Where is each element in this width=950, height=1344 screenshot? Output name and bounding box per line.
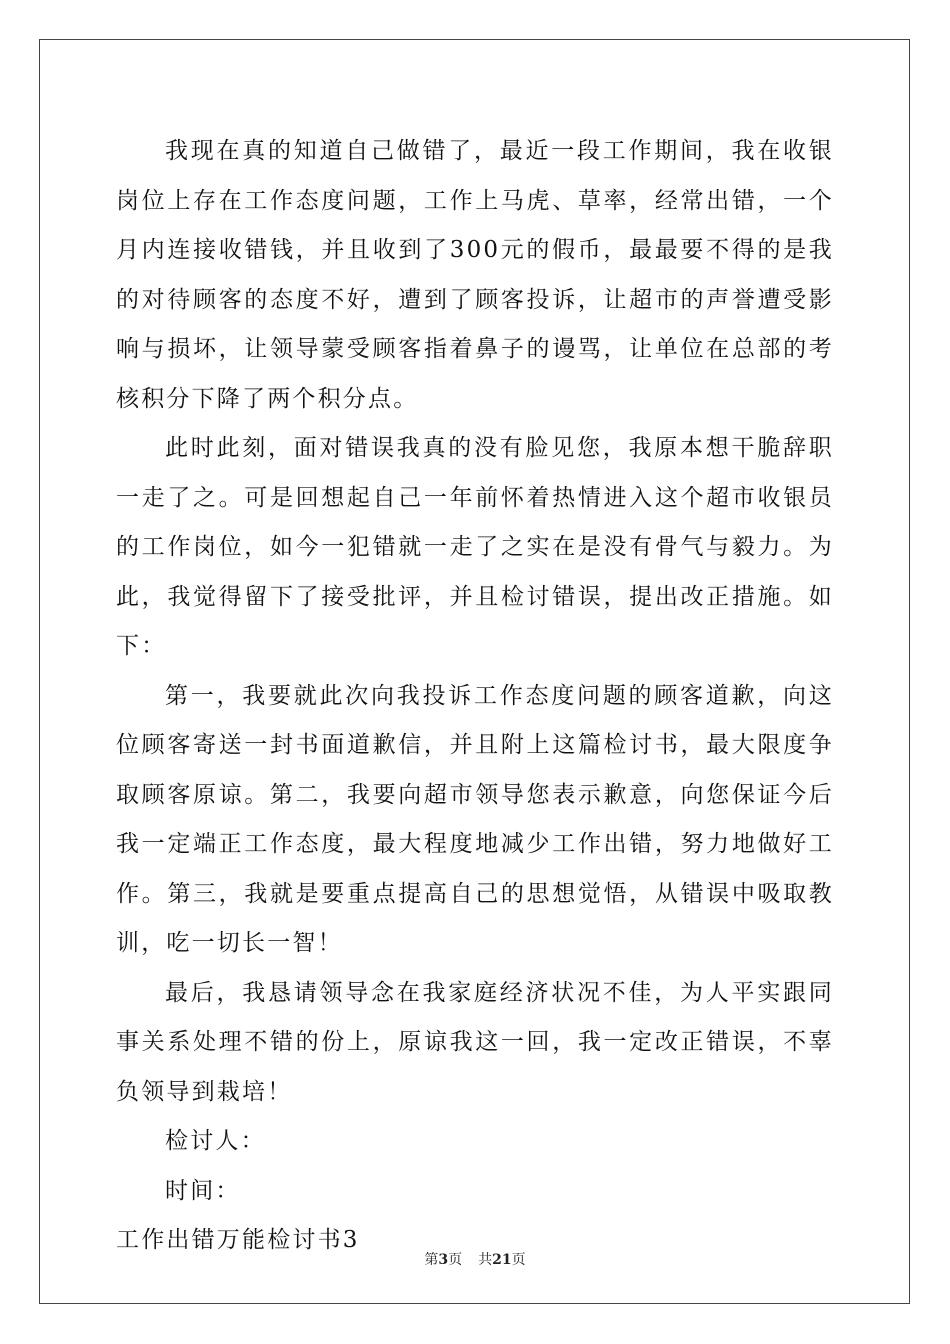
page-footer <box>0 1249 950 1269</box>
footer-total-pages: 21 <box>492 1252 512 1268</box>
footer-page-suffix: 页 <box>448 1252 463 1268</box>
footer-page-prefix: 第 <box>424 1252 439 1268</box>
paragraph-3: 第一，我要就此次向我投诉工作态度问题的顾客道歉，向这位顾客寄送一封书面道歉信，并且附上这篇检讨书，最大限度争取顾客原谅。第二，我要向超市领导您表示歉意，向您保证今后我一定端正工作态度，最大程度地减少工作出错，努力地做好工作。第三，我就是要重点提高自己的思想觉悟，从错误中吸取教训，吃一切长一智！ <box>116 682 834 956</box>
paragraph-2: 此时此刻，面对错误我真的没有脸见您，我原本想干脆辞职一走了之。可是回想起自己一年前怀着热情进入这个超市收银员的工作岗位，如今一犯错就一走了之实在是没有骨气与毅力。为此，我觉得留下了接受批评，并且检讨错误，提出改正措施。如下： <box>116 435 834 659</box>
signature-label: 检讨人： <box>165 1128 266 1154</box>
footer-page-number: 3 <box>438 1252 449 1268</box>
time-label: 时间： <box>165 1177 241 1204</box>
footer-total-suffix: 页 <box>511 1252 526 1268</box>
paragraph-4: 最后，我恳请领导念在我家庭经济状况不佳，为人平实跟同事关系处理不错的份上，原谅我这一回，我一定改正错误，不辜负领导到栽培！ <box>116 979 834 1105</box>
document-body <box>116 127 834 1266</box>
footer-total-prefix: 共 <box>478 1252 493 1268</box>
paragraph-1: 我现在真的知道自己做错了，最近一段工作期间，我在收银岗位上存在工作态度问题，工作上马虎、草率，经常出错，一个月内连接收错钱，并且收到了300元的假币，最最要不得的是我的对待顾客的态度不好，遭到了顾客投诉，让超市的声誉遭受影响与损坏，让领导蒙受顾客指着鼻子的谩骂，让单位在总部的考核积分下降了两个积分点。 <box>116 138 834 412</box>
next-section-title: 工作出错万能检讨书3 <box>116 1227 360 1253</box>
